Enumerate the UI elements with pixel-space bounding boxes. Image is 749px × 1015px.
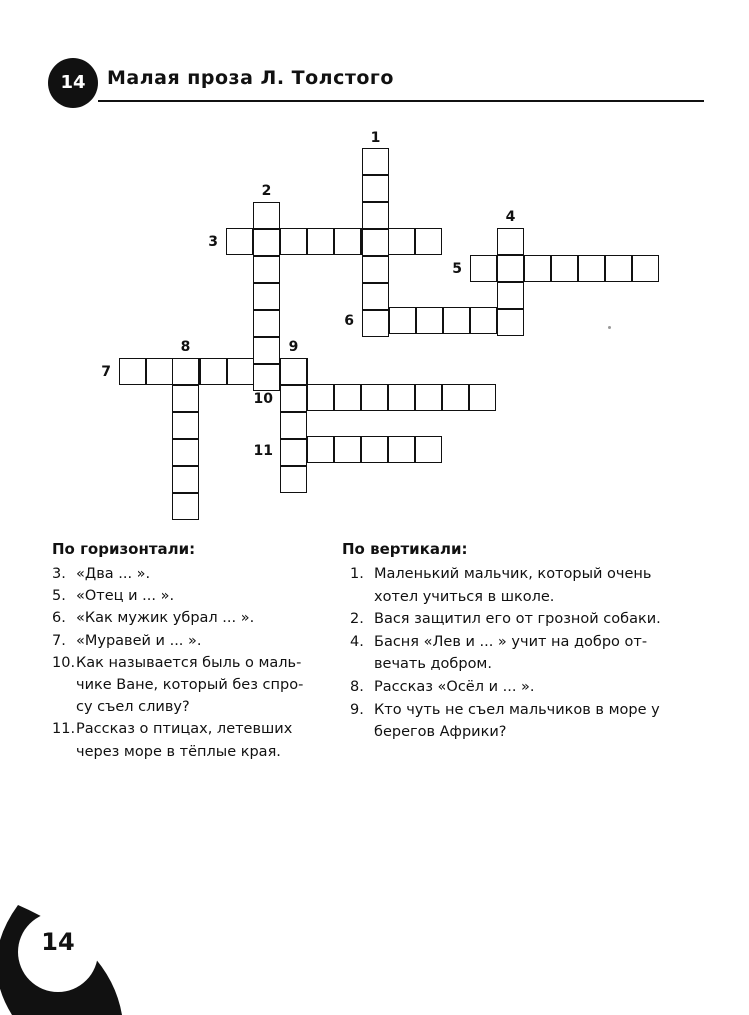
crossword-cell[interactable] <box>172 358 199 385</box>
clue-number: 1. <box>350 566 364 582</box>
clue-number-6: 6 <box>344 313 354 329</box>
clue-text: «Как мужик убрал ... ». <box>76 610 255 627</box>
clue-number: 9. <box>350 701 364 718</box>
crossword-cell[interactable] <box>362 310 389 337</box>
crossword-cell[interactable] <box>227 358 254 385</box>
crossword-cell[interactable] <box>442 384 469 411</box>
clue-line <box>350 586 554 608</box>
crossword-cell[interactable] <box>469 384 496 411</box>
crossword-cell[interactable] <box>415 436 442 463</box>
clue-number: 3. <box>52 566 66 582</box>
chapter-title: Малая проза Л. Толстого <box>107 67 394 89</box>
across-heading: По горизонтали: <box>52 540 196 558</box>
crossword-cell[interactable] <box>470 255 497 282</box>
clue-text: чике Ване, который без спро- <box>76 677 304 693</box>
clue-number-10: 10 <box>253 391 273 407</box>
crossword-cell[interactable] <box>415 228 442 255</box>
crossword-cell[interactable] <box>200 358 227 385</box>
crossword-cell[interactable] <box>253 337 280 364</box>
clue-text: «Два ... ». <box>76 566 151 582</box>
crossword-cell[interactable] <box>253 229 280 256</box>
clue-text: су съел сливу? <box>76 699 190 716</box>
clue-number-9: 9 <box>288 339 299 355</box>
clue-text: хотел учиться в школе. <box>374 588 555 605</box>
clue-line <box>52 607 254 629</box>
clue-number-1: 1 <box>370 130 381 146</box>
clue-text: «Муравей и ... ». <box>76 632 202 649</box>
crossword-cell[interactable] <box>172 493 199 520</box>
clue-number-8: 8 <box>180 339 191 355</box>
crossword-cell[interactable] <box>334 384 361 411</box>
crossword-cell[interactable] <box>253 256 280 283</box>
clue-line <box>350 721 506 743</box>
crossword-cell[interactable] <box>362 256 389 283</box>
clue-line <box>350 608 661 630</box>
clue-number-4: 4 <box>505 209 516 225</box>
clue-line <box>350 631 647 653</box>
clue-text: через море в тёплые края. <box>76 743 281 760</box>
clue-text: Рассказ о птицах, летевших <box>76 721 293 738</box>
clue-line <box>52 674 303 696</box>
crossword-cell[interactable] <box>253 364 280 391</box>
clue-line <box>52 630 202 652</box>
crossword-cell[interactable] <box>226 228 253 255</box>
clue-number-3: 3 <box>208 234 218 250</box>
crossword-cell[interactable] <box>416 307 443 334</box>
crossword-cell[interactable] <box>470 307 497 334</box>
crossword-cell[interactable] <box>497 282 524 309</box>
crossword-cell[interactable] <box>307 384 334 411</box>
crossword-cell[interactable] <box>362 229 389 256</box>
crossword-cell[interactable] <box>172 412 199 439</box>
crossword-cell[interactable] <box>280 412 307 439</box>
crossword-cell[interactable] <box>253 202 280 229</box>
crossword-cell[interactable] <box>361 384 388 411</box>
crossword-cell[interactable] <box>497 255 524 282</box>
crossword-cell[interactable] <box>388 228 415 255</box>
clue-number: 5. <box>52 588 66 605</box>
crossword-cell[interactable] <box>389 307 416 334</box>
clue-number: 6. <box>52 610 66 627</box>
crossword-cell[interactable] <box>307 228 334 255</box>
clue-number: 11. <box>52 721 76 738</box>
clue-line <box>52 718 292 740</box>
clue-number-11: 11 <box>253 443 273 459</box>
crossword-cell[interactable] <box>172 466 199 493</box>
crossword-cell[interactable] <box>172 385 199 412</box>
crossword-cell[interactable] <box>605 255 632 282</box>
crossword-cell[interactable] <box>497 228 524 255</box>
crossword-cell[interactable] <box>362 202 389 229</box>
clue-line <box>350 563 651 585</box>
crossword-cell[interactable] <box>362 175 389 202</box>
clue-number: 10. <box>52 654 76 671</box>
clue-line <box>350 699 660 721</box>
header-rule <box>98 100 704 102</box>
crossword-cell[interactable] <box>280 358 307 385</box>
crossword-cell[interactable] <box>551 255 578 282</box>
crossword-cell[interactable] <box>388 384 415 411</box>
clue-text: Рассказ «Осёл и ... ». <box>374 679 535 695</box>
crossword-cell[interactable] <box>362 283 389 310</box>
clue-number-2: 2 <box>261 183 272 199</box>
clue-line <box>52 585 174 607</box>
crossword-cell[interactable] <box>307 436 334 463</box>
crossword-cell[interactable] <box>172 439 199 466</box>
page-number: 14 <box>41 928 75 956</box>
clue-line <box>52 741 281 763</box>
crossword-cell[interactable] <box>334 436 361 463</box>
crossword-cell[interactable] <box>524 255 551 282</box>
crossword-cell[interactable] <box>497 309 524 336</box>
crossword-cell[interactable] <box>280 439 307 466</box>
crossword-cell[interactable] <box>443 307 470 334</box>
clue-text: «Отец и ... ». <box>76 588 175 605</box>
crossword-cell[interactable] <box>334 228 361 255</box>
crossword-cell[interactable] <box>146 358 173 385</box>
clue-text: Маленький мальчик, который очень <box>374 566 652 582</box>
crossword-cell[interactable] <box>415 384 442 411</box>
crossword-cell[interactable] <box>280 385 307 412</box>
crossword-cell[interactable] <box>119 358 146 385</box>
crossword-cell[interactable] <box>362 148 389 175</box>
clue-line <box>350 653 492 675</box>
speck <box>608 326 611 329</box>
chapter-badge: 14 <box>48 58 98 108</box>
clue-line <box>350 676 535 698</box>
crossword-cell[interactable] <box>388 436 415 463</box>
clue-line <box>52 652 301 674</box>
clue-number-5: 5 <box>452 261 462 277</box>
clue-text: Кто чуть не съел мальчиков в море у <box>374 701 660 718</box>
clue-line <box>52 563 150 585</box>
clue-text: Вася защитил его от грозной собаки. <box>374 611 661 628</box>
clue-text: Басня «Лев и ... » учит на добро от- <box>374 633 648 650</box>
crossword-cell[interactable] <box>253 283 280 310</box>
clue-number: 2. <box>350 611 364 628</box>
crossword-cell[interactable] <box>280 466 307 493</box>
clue-text: вечать добром. <box>374 656 492 673</box>
clue-text: берегов Африки? <box>374 724 507 741</box>
clue-number: 8. <box>350 679 364 695</box>
crossword-cell[interactable] <box>578 255 605 282</box>
clue-text: Как называется быль о маль- <box>76 654 302 671</box>
crossword-cell[interactable] <box>361 436 388 463</box>
crossword-cell[interactable] <box>253 310 280 337</box>
clue-number: 4. <box>350 633 364 650</box>
clue-number-7: 7 <box>101 364 111 380</box>
crossword-cell[interactable] <box>280 228 307 255</box>
clue-number: 7. <box>52 632 66 649</box>
crossword-cell[interactable] <box>632 255 659 282</box>
clue-line <box>52 696 190 718</box>
down-heading: По вертикали: <box>342 540 468 558</box>
